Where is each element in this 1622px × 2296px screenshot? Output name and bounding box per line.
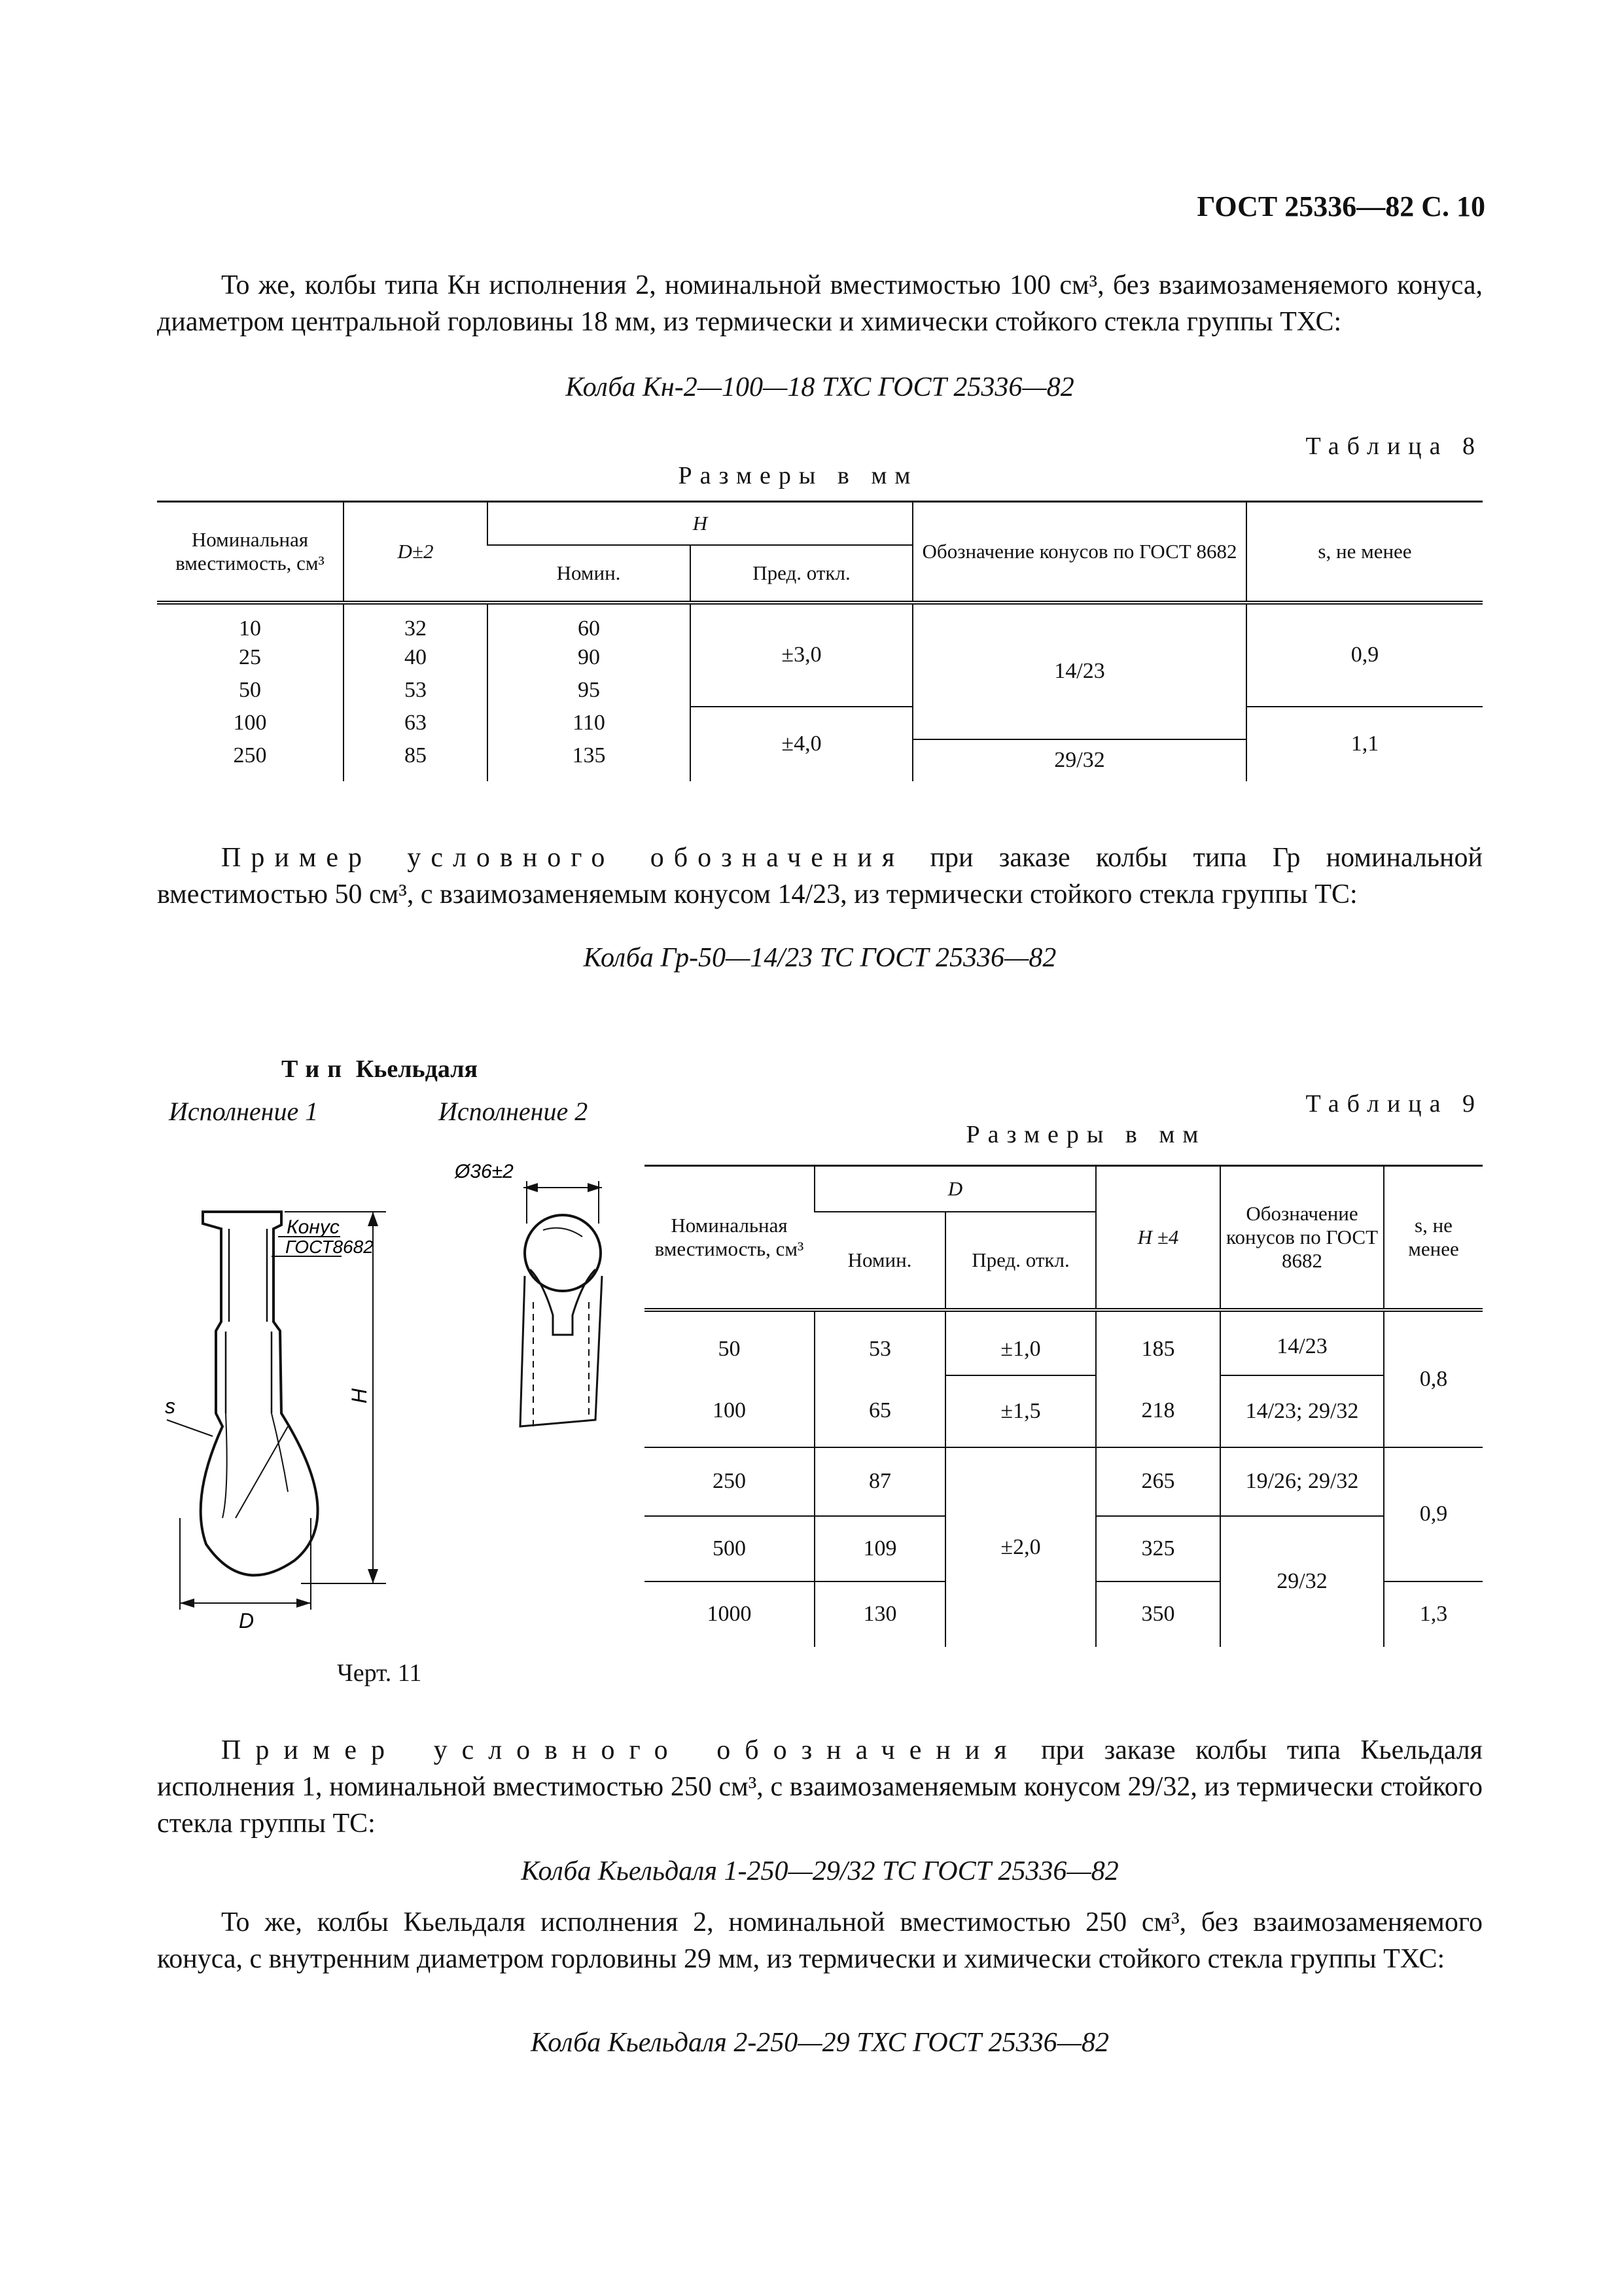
table-cell: 14/23; 29/32 [1220,1375,1384,1447]
table-cell: ±1,5 [945,1375,1096,1447]
table-8 [157,501,1483,781]
table-cell: ±1,0 [945,1310,1096,1375]
t9-header-nominal: Номин. [815,1212,945,1310]
version-2-label: Исполнение 2 [438,1097,588,1126]
table-9-units: Размеры в мм [966,1121,1207,1148]
table-cell: 500 [644,1516,815,1581]
dim-phi-label: Ø36±2 [455,1161,514,1182]
table-cell: 50 [239,677,261,702]
paragraph-3 [157,1732,1483,1842]
table-cell: ±2,0 [945,1447,1096,1647]
table-cell: 1000 [707,1602,752,1626]
table-cell: 53 [815,1310,945,1375]
designation-3: Колба Кьельдаля 1-250—29/32 ТС ГОСТ 25336—82 [521,1856,1119,1886]
example-lead: Пример условного обозначения [221,843,905,873]
table-cell: 85 [344,739,487,781]
table-8-caption: Таблица 8 [1305,433,1483,460]
t9-header-d: D [815,1166,1096,1212]
example-lead: Пример условного обозначения [221,1735,1021,1765]
table-cell: 60 [487,603,690,641]
table-cell: ±3,0 [690,603,913,707]
table-cell: 87 [815,1447,945,1516]
table-cell: 40 [344,641,487,674]
table-cell: 1,3 [1384,1581,1483,1647]
table-cell: ±4,0 [690,707,913,781]
table-cell: 109 [815,1516,945,1581]
table-9 [644,1165,1483,1647]
t8-header-nominal: Номин. [487,545,690,603]
dim-d-label: D [239,1609,255,1633]
t8-header-cone: Обозначение конусов по ГОСТ 8682 [913,502,1246,603]
table-cell: 110 [487,707,690,739]
t8-header-capacity: Номинальная вместимость, см³ [157,502,344,603]
table-cell: 0,9 [1246,603,1483,707]
dim-h-label: H [347,1388,371,1404]
table-cell: 19/26; 29/32 [1220,1447,1384,1516]
t9-header-s: s, не менее [1384,1166,1483,1310]
table-cell: 14/23 [913,603,1246,739]
cone-label: Конус [287,1216,340,1238]
paragraph-1: То же, колбы типа Кн исполнения 2, номинальной вместимостью 100 см³, без взаимозаменяемого конуса, диаметром центральной горловины 18 мм, из термически и химически стойкого стекла группы ТХС: [157,270,1483,337]
kjeldahl-title-name: Кьельдаля [355,1055,478,1083]
table-cell: 100 [644,1375,815,1447]
t9-header-deviation: Пред. откл. [945,1212,1096,1310]
table-cell: 25 [239,645,261,669]
kjeldahl-title-type: Тип [281,1055,350,1083]
table-cell: 350 [1096,1581,1220,1647]
designation-2: Колба Гр-50—14/23 ТС ГОСТ 25336—82 [583,943,1057,973]
paragraph-2-text: при заказе колбы типа Гр номинальной вместимостью 50 см³, с взаимозаменяемым конусом 14/23, из термически стойкого стекла группы ТС: [157,843,1483,910]
table-cell: 65 [815,1375,945,1447]
table-cell: 90 [487,641,690,674]
t8-header-d: D±2 [344,502,487,603]
table-cell: 63 [344,707,487,739]
table-cell: 185 [1096,1310,1220,1375]
table-cell: 135 [487,739,690,781]
table-cell: 325 [1096,1516,1220,1581]
designation-1: Колба Кн-2—100—18 ТХС ГОСТ 25336—82 [565,372,1074,402]
table-cell: 14/23 [1220,1310,1384,1375]
table-cell: 130 [815,1581,945,1647]
table-cell: 250 [644,1447,815,1516]
paragraph-2 [157,839,1483,913]
page-header: ГОСТ 25336—82 С. 10 [1197,190,1485,222]
table-cell: 1,1 [1246,707,1483,781]
table-cell: 0,9 [1384,1447,1483,1581]
table-cell: 29/32 [913,739,1246,781]
dim-s-label: s [165,1394,175,1418]
t8-header-deviation: Пред. откл. [690,545,913,603]
table-cell: 50 [718,1337,741,1361]
t8-header-s: s, не менее [1246,502,1483,603]
table-cell: 218 [1096,1375,1220,1447]
t9-header-capacity: Номинальная вместимость, см³ [644,1166,815,1310]
table-cell: 265 [1096,1447,1220,1516]
t8-header-h: H [487,502,913,545]
table-cell: 29/32 [1220,1516,1384,1647]
paragraph-4: То же, колбы Кьельдаля исполнения 2, номинальной вместимостью 250 см³, без взаимозаменяемого конуса, с внутренним диаметром горловины 29 мм, из термически и химически стойкого стекла группы ТХС: [157,1907,1483,1974]
table-cell: 95 [487,674,690,707]
table-cell: 100 [233,710,267,735]
version-1-label: Исполнение 1 [169,1097,319,1126]
gost-label: ГОСТ8682 [285,1237,374,1257]
t9-header-cone: Обозначение конусов по ГОСТ 8682 [1220,1166,1384,1310]
kjeldahl-flask-drawing [150,1152,622,1655]
kjeldahl-title [281,1055,478,1084]
table-cell: 10 [239,616,261,641]
designation-4: Колба Кьельдаля 2-250—29 ТХС ГОСТ 25336—82 [531,2028,1109,2058]
table-cell: 53 [344,674,487,707]
figure-caption: Черт. 11 [337,1659,422,1687]
table-cell: 250 [233,743,267,768]
paragraph-3-text: при заказе колбы типа Кьельдаля исполнения 1, номинальной вместимостью 250 см³, с взаимозаменяемым конусом 29/32, из термически стойкого стекла группы ТС: [157,1735,1483,1839]
table-8-units: Размеры в мм [678,462,919,489]
table-cell: 32 [344,603,487,641]
table-9-caption: Таблица 9 [1305,1090,1483,1118]
t9-header-h: H ±4 [1096,1166,1220,1310]
table-cell: 0,8 [1384,1310,1483,1447]
